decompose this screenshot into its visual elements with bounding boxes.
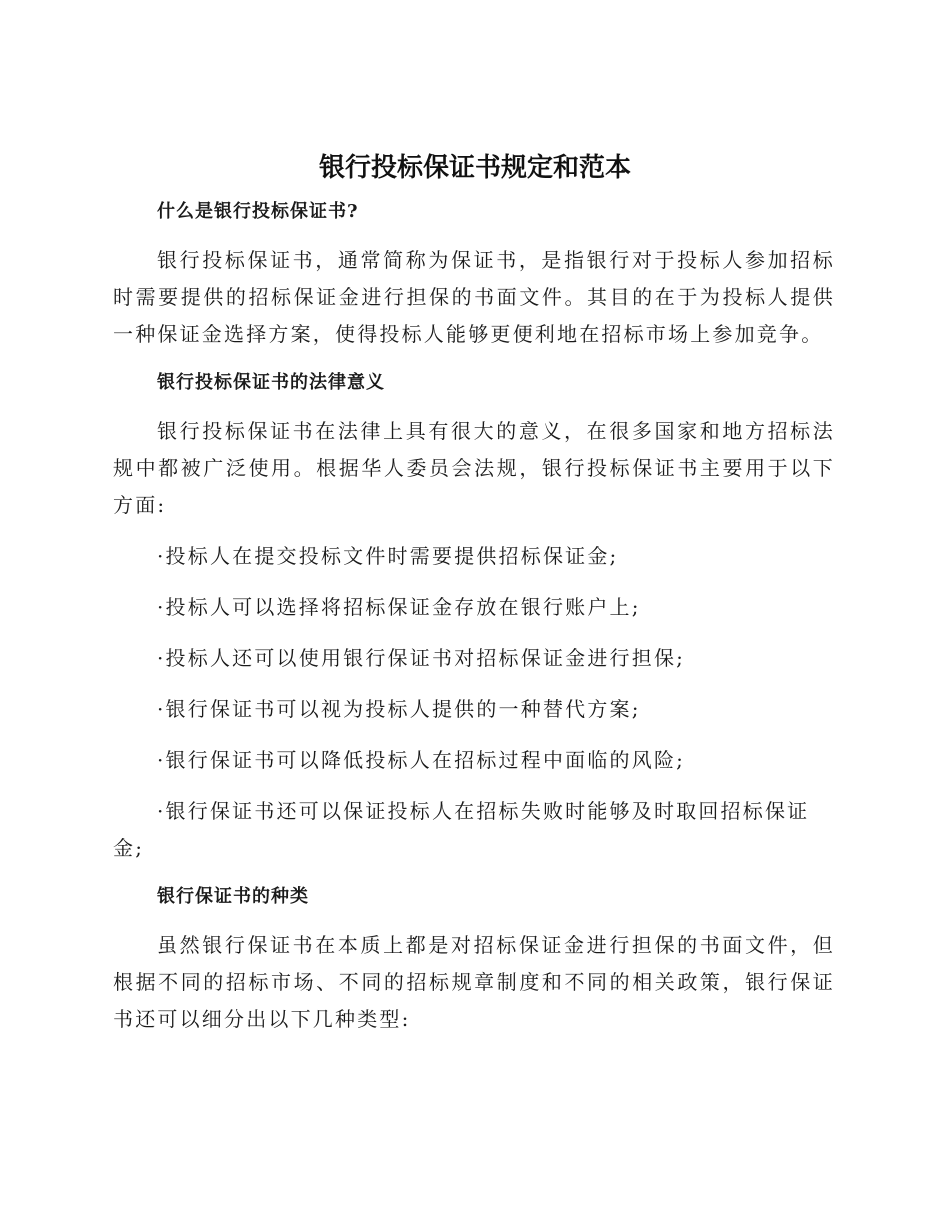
list-item: ·银行保证书可以降低投标人在招标过程中面临的风险;: [157, 748, 686, 772]
document-body: [113, 194, 835, 1038]
section-heading: 银行保证书的种类: [157, 886, 309, 907]
list-item: ·银行保证书还可以保证投标人在招标失败时能够及时取回招标保证金;: [113, 799, 810, 860]
paragraph: 虽然银行保证书在本质上都是对招标保证金进行担保的书面文件，但根据不同的招标市场、不同的招标规章制度和不同的相关政策，银行保证书还可以细分出以下几种类型:: [113, 933, 835, 1031]
document-title: 银行投标保证书规定和范本: [318, 153, 631, 183]
paragraph: 银行投标保证书在法律上具有很大的意义，在很多国家和地方招标法规中都被广泛使用。根据华人委员会法规，银行投标保证书主要用于以下方面:: [113, 419, 835, 517]
list-item: ·投标人可以选择将招标保证金存放在银行账户上;: [157, 595, 641, 619]
section-heading: 银行投标保证书的法律意义: [157, 372, 385, 393]
list-item: ·投标人在提交投标文件时需要提供招标保证金;: [157, 544, 619, 568]
list-item: ·投标人还可以使用银行保证书对招标保证金进行担保;: [157, 646, 686, 670]
section-heading: 什么是银行投标保证书?: [157, 201, 359, 222]
list-item: ·银行保证书可以视为投标人提供的一种替代方案;: [157, 697, 641, 721]
paragraph: 银行投标保证书，通常简称为保证书，是指银行对于投标人参加招标时需要提供的招标保证金进行担保的书面文件。其目的在于为投标人提供一种保证金选择方案，使得投标人能够更便利地在招标市场上参加竞争。: [113, 248, 835, 346]
